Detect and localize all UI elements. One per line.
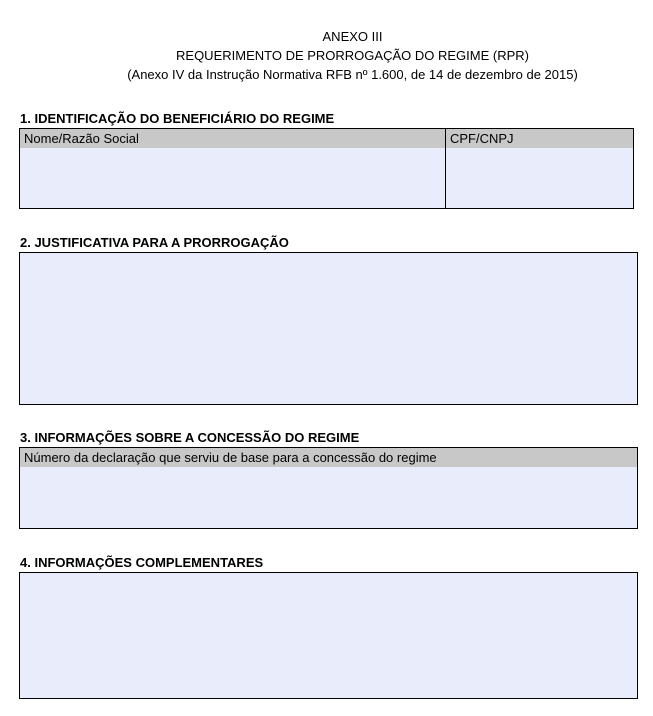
document-title: REQUERIMENTO DE PRORROGAÇÃO DO REGIME (RPR) — [176, 48, 529, 63]
cpf-cnpj-field-label: CPF/CNPJ — [446, 129, 633, 148]
annex-label: ANEXO III — [322, 29, 383, 44]
section-1-title: 1. IDENTIFICAÇÃO DO BENEFICIÁRIO DO REGIME — [20, 111, 335, 126]
name-field-label: Nome/Razão Social — [20, 129, 445, 148]
section-2-title: 2. JUSTIFICATIVA PARA A PRORROGAÇÃO — [20, 235, 289, 250]
section-4-title: 4. INFORMAÇÕES COMPLEMENTARES — [20, 555, 264, 570]
document-subtitle: (Anexo IV da Instrução Normativa RFB nº 1.600, de 14 de dezembro de 2015) — [127, 67, 578, 82]
name-input[interactable] — [20, 148, 445, 208]
declaration-number-input[interactable] — [20, 467, 637, 528]
section-3-title: 3. INFORMAÇÕES SOBRE A CONCESSÃO DO REGIME — [20, 430, 360, 445]
declaration-number-label: Número da declaração que serviu de base para a concessão do regime — [20, 448, 637, 467]
complementary-info-input[interactable] — [19, 572, 638, 699]
cpf-cnpj-input[interactable] — [446, 148, 633, 208]
section-3-box — [19, 447, 638, 529]
justification-input[interactable] — [19, 252, 638, 405]
section-1-box — [19, 128, 634, 209]
